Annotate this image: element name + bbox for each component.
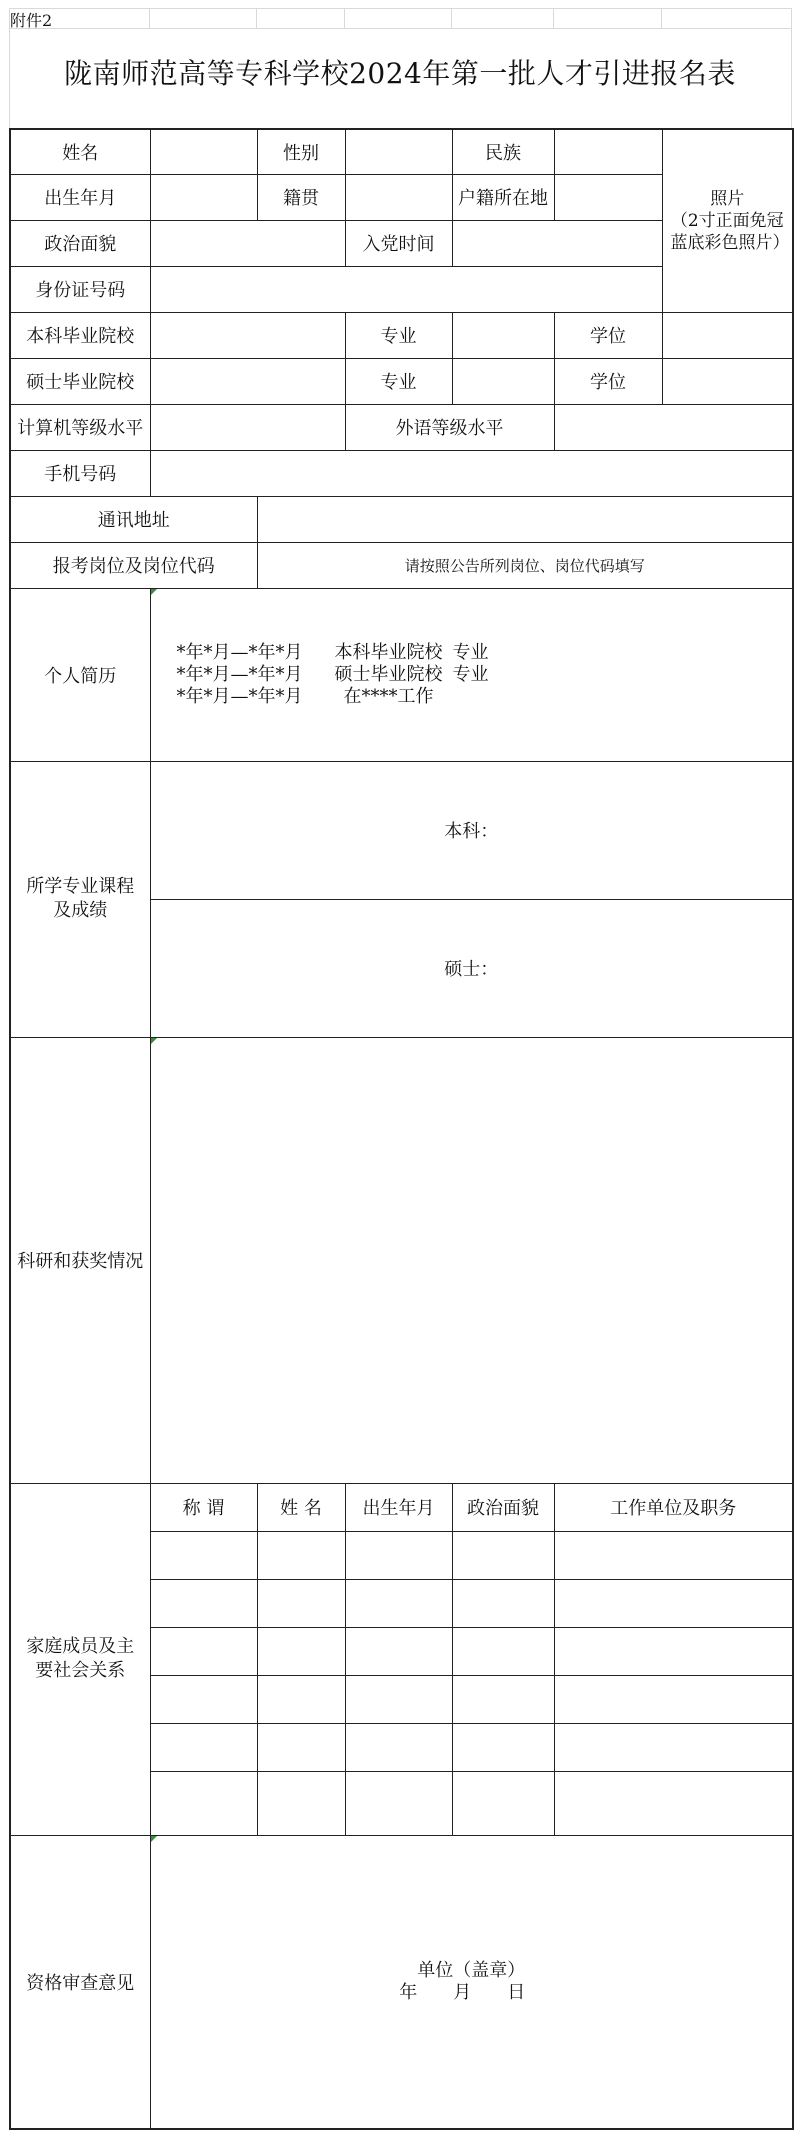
unit-seal-label: 单位（盖章） — [417, 1959, 526, 1981]
resume-major: 专业 — [452, 641, 489, 663]
family-cell[interactable] — [257, 1627, 345, 1675]
gridline — [9, 8, 792, 9]
family-cell[interactable] — [257, 1579, 345, 1627]
gridline — [344, 8, 345, 28]
courses-label: 所学专业课程及成绩 — [10, 761, 150, 1037]
bachelor-degree-field[interactable] — [662, 312, 793, 358]
id-field[interactable] — [150, 266, 662, 312]
family-cell[interactable] — [452, 1771, 554, 1835]
family-cell[interactable] — [257, 1771, 345, 1835]
bachelor-courses-field[interactable]: 本科： — [150, 761, 793, 899]
master-major-label: 专业 — [345, 358, 452, 404]
master-courses-field[interactable]: 硕士： — [150, 899, 793, 1037]
gridline — [256, 8, 257, 28]
master-school-label: 硕士毕业院校 — [10, 358, 150, 404]
family-cell[interactable] — [452, 1627, 554, 1675]
political-field[interactable] — [150, 220, 345, 266]
family-cell[interactable] — [345, 1627, 452, 1675]
family-cell[interactable] — [554, 1723, 793, 1771]
family-cell[interactable] — [345, 1579, 452, 1627]
computer-label: 计算机等级水平 — [10, 404, 150, 450]
gridline — [451, 8, 452, 28]
date-line: 年 月 日 — [399, 1981, 526, 2003]
political-label: 政治面貌 — [10, 220, 150, 266]
bachelor-major-field[interactable] — [452, 312, 554, 358]
address-label: 通讯地址 — [10, 496, 257, 542]
master-school-field[interactable] — [150, 358, 345, 404]
hukou-field[interactable] — [554, 174, 662, 220]
family-cell[interactable] — [452, 1579, 554, 1627]
review-field[interactable] — [150, 1835, 793, 2129]
family-label: 家庭成员及主要社会关系 — [10, 1483, 150, 1835]
phone-field[interactable] — [150, 450, 793, 496]
family-cell[interactable] — [150, 1579, 257, 1627]
family-header-birth: 出生年月 — [345, 1483, 452, 1531]
party-date-field[interactable] — [452, 220, 662, 266]
form-title: 陇南师范高等专科学校2024年第一批人才引进报名表 — [64, 57, 736, 90]
native-label: 籍贯 — [257, 174, 345, 220]
family-cell[interactable] — [345, 1531, 452, 1579]
resume-school: 硕士毕业院校 — [334, 663, 443, 685]
attachment-label: 附件2 — [10, 11, 53, 30]
family-cell[interactable] — [452, 1675, 554, 1723]
bachelor-major-label: 专业 — [345, 312, 452, 358]
language-field[interactable] — [554, 404, 793, 450]
id-label: 身份证号码 — [10, 266, 150, 312]
resume-field[interactable] — [150, 588, 793, 761]
family-cell[interactable] — [345, 1675, 452, 1723]
resume-school: 本科毕业院校 — [334, 641, 443, 663]
family-cell[interactable] — [554, 1771, 793, 1835]
position-field[interactable]: 请按照公告所列岗位、岗位代码填写 — [257, 542, 793, 588]
ethnicity-field[interactable] — [554, 129, 662, 174]
registration-table — [9, 128, 794, 2130]
family-cell[interactable] — [554, 1627, 793, 1675]
family-cell[interactable] — [554, 1531, 793, 1579]
gridline — [661, 8, 662, 28]
photo-note: （2寸正面免冠蓝底彩色照片） — [670, 210, 790, 253]
family-header-name: 姓 名 — [257, 1483, 345, 1531]
family-cell[interactable] — [150, 1531, 257, 1579]
photo-cell[interactable] — [662, 129, 793, 312]
resume-label: 个人简历 — [10, 588, 150, 761]
birth-field[interactable] — [150, 174, 257, 220]
family-cell[interactable] — [554, 1675, 793, 1723]
family-cell[interactable] — [150, 1771, 257, 1835]
family-cell[interactable] — [257, 1723, 345, 1771]
gridline — [553, 8, 554, 28]
research-label: 科研和获奖情况 — [10, 1037, 150, 1483]
master-degree-field[interactable] — [662, 358, 793, 404]
family-cell[interactable] — [554, 1579, 793, 1627]
resume-line — [155, 686, 789, 708]
address-field[interactable] — [257, 496, 793, 542]
language-label: 外语等级水平 — [345, 404, 554, 450]
resume-line — [155, 664, 789, 686]
family-cell[interactable] — [345, 1771, 452, 1835]
native-field[interactable] — [345, 174, 452, 220]
family-cell[interactable] — [345, 1723, 452, 1771]
computer-field[interactable] — [150, 404, 345, 450]
master-degree-label: 学位 — [554, 358, 662, 404]
resume-school: 在****工作 — [343, 685, 434, 707]
name-label: 姓名 — [10, 129, 150, 174]
resume-period: *年*月—*年*月 — [176, 663, 303, 685]
family-cell[interactable] — [452, 1723, 554, 1771]
resume-period: *年*月—*年*月 — [176, 641, 303, 663]
family-cell[interactable] — [150, 1627, 257, 1675]
gridline — [791, 8, 792, 128]
party-date-label: 入党时间 — [345, 220, 452, 266]
family-cell[interactable] — [150, 1675, 257, 1723]
phone-label: 手机号码 — [10, 450, 150, 496]
resume-major: 专业 — [452, 663, 489, 685]
birth-label: 出生年月 — [10, 174, 150, 220]
ethnicity-label: 民族 — [452, 129, 554, 174]
gender-label: 性别 — [257, 129, 345, 174]
resume-period: *年*月—*年*月 — [176, 685, 303, 707]
name-field[interactable] — [150, 129, 257, 174]
family-header-relation: 称 谓 — [150, 1483, 257, 1531]
bachelor-degree-label: 学位 — [554, 312, 662, 358]
bachelor-school-label: 本科毕业院校 — [10, 312, 150, 358]
photo-label: 照片 — [710, 188, 745, 209]
review-label: 资格审查意见 — [10, 1835, 150, 2129]
family-header-political: 政治面貌 — [452, 1483, 554, 1531]
family-cell[interactable] — [257, 1531, 345, 1579]
family-cell[interactable] — [257, 1675, 345, 1723]
research-field[interactable] — [150, 1037, 793, 1483]
bachelor-school-field[interactable] — [150, 312, 345, 358]
resume-line — [155, 642, 789, 664]
position-label: 报考岗位及岗位代码 — [10, 542, 257, 588]
family-header-work: 工作单位及职务 — [554, 1483, 793, 1531]
gridline — [149, 8, 150, 28]
master-major-field[interactable] — [452, 358, 554, 404]
family-cell[interactable] — [452, 1531, 554, 1579]
gender-field[interactable] — [345, 129, 452, 174]
family-cell[interactable] — [150, 1723, 257, 1771]
hukou-label: 户籍所在地 — [452, 174, 554, 220]
gridline — [9, 28, 792, 29]
